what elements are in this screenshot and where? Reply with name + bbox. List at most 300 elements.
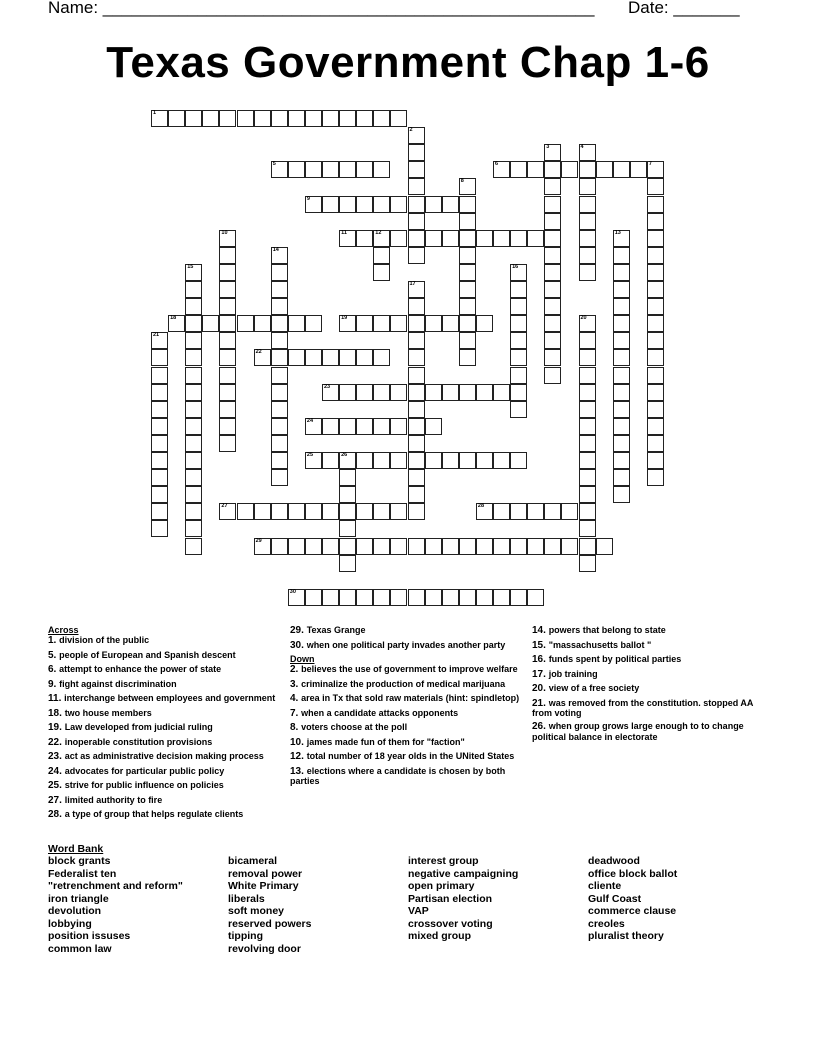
crossword-cell[interactable] (510, 264, 527, 281)
crossword-cell[interactable] (185, 367, 202, 384)
crossword-cell[interactable] (288, 349, 305, 366)
crossword-cell[interactable] (339, 555, 356, 572)
crossword-cell[interactable] (288, 503, 305, 520)
crossword-cell[interactable] (305, 503, 322, 520)
crossword-cell[interactable] (185, 332, 202, 349)
crossword-cell[interactable] (219, 349, 236, 366)
crossword-cell[interactable] (613, 247, 630, 264)
crossword-cell[interactable] (373, 503, 390, 520)
crossword-cell[interactable] (390, 589, 407, 606)
crossword-cell[interactable] (408, 367, 425, 384)
crossword-cell[interactable] (373, 196, 390, 213)
crossword-cell[interactable] (305, 161, 322, 178)
crossword-cell[interactable] (339, 503, 356, 520)
crossword-cell[interactable] (373, 452, 390, 469)
crossword-cell[interactable] (408, 486, 425, 503)
crossword-cell[interactable] (647, 178, 664, 195)
crossword-cell[interactable] (356, 349, 373, 366)
crossword-cell[interactable] (579, 520, 596, 537)
crossword-cell[interactable] (493, 589, 510, 606)
crossword-cell[interactable] (151, 332, 168, 349)
crossword-cell[interactable] (579, 367, 596, 384)
crossword-cell[interactable] (544, 144, 561, 161)
crossword-cell[interactable] (373, 589, 390, 606)
crossword-cell[interactable] (305, 196, 322, 213)
crossword-cell[interactable] (613, 281, 630, 298)
crossword-cell[interactable] (408, 401, 425, 418)
crossword-cell[interactable] (647, 161, 664, 178)
crossword-cell[interactable] (510, 332, 527, 349)
crossword-cell[interactable] (442, 452, 459, 469)
crossword-cell[interactable] (151, 367, 168, 384)
crossword-cell[interactable] (544, 281, 561, 298)
crossword-cell[interactable] (476, 452, 493, 469)
crossword-cell[interactable] (271, 538, 288, 555)
crossword-cell[interactable] (579, 418, 596, 435)
crossword-cell[interactable] (254, 538, 271, 555)
crossword-cell[interactable] (647, 332, 664, 349)
crossword-cell[interactable] (373, 264, 390, 281)
crossword-cell[interactable] (356, 589, 373, 606)
crossword-cell[interactable] (442, 196, 459, 213)
crossword-cell[interactable] (527, 503, 544, 520)
crossword-cell[interactable] (219, 503, 236, 520)
crossword-cell[interactable] (271, 161, 288, 178)
crossword-cell[interactable] (339, 589, 356, 606)
crossword-cell[interactable] (271, 349, 288, 366)
crossword-cell[interactable] (408, 452, 425, 469)
crossword-cell[interactable] (237, 315, 254, 332)
crossword-cell[interactable] (288, 315, 305, 332)
crossword-cell[interactable] (579, 230, 596, 247)
crossword-cell[interactable] (647, 247, 664, 264)
crossword-cell[interactable] (373, 418, 390, 435)
crossword-cell[interactable] (442, 384, 459, 401)
crossword-cell[interactable] (288, 589, 305, 606)
crossword-cell[interactable] (185, 110, 202, 127)
crossword-cell[interactable] (579, 435, 596, 452)
crossword-cell[interactable] (408, 281, 425, 298)
crossword-cell[interactable] (561, 503, 578, 520)
crossword-cell[interactable] (322, 384, 339, 401)
crossword-cell[interactable] (544, 247, 561, 264)
crossword-cell[interactable] (390, 110, 407, 127)
crossword-cell[interactable] (579, 315, 596, 332)
crossword-cell[interactable] (476, 538, 493, 555)
crossword-cell[interactable] (408, 589, 425, 606)
crossword-cell[interactable] (219, 110, 236, 127)
crossword-cell[interactable] (185, 401, 202, 418)
crossword-cell[interactable] (493, 161, 510, 178)
crossword-cell[interactable] (151, 486, 168, 503)
crossword-cell[interactable] (579, 196, 596, 213)
crossword-cell[interactable] (459, 589, 476, 606)
crossword-cell[interactable] (442, 230, 459, 247)
crossword-cell[interactable] (459, 178, 476, 195)
crossword-cell[interactable] (151, 384, 168, 401)
crossword-cell[interactable] (185, 503, 202, 520)
crossword-cell[interactable] (459, 452, 476, 469)
crossword-cell[interactable] (271, 435, 288, 452)
crossword-cell[interactable] (408, 161, 425, 178)
crossword-cell[interactable] (442, 538, 459, 555)
crossword-cell[interactable] (185, 298, 202, 315)
crossword-cell[interactable] (408, 418, 425, 435)
crossword-cell[interactable] (425, 384, 442, 401)
crossword-cell[interactable] (322, 452, 339, 469)
crossword-cell[interactable] (459, 384, 476, 401)
crossword-cell[interactable] (596, 161, 613, 178)
crossword-cell[interactable] (425, 196, 442, 213)
crossword-cell[interactable] (390, 538, 407, 555)
crossword-cell[interactable] (356, 110, 373, 127)
crossword-cell[interactable] (271, 315, 288, 332)
crossword-cell[interactable] (219, 418, 236, 435)
crossword-cell[interactable] (630, 161, 647, 178)
crossword-cell[interactable] (219, 315, 236, 332)
crossword-cell[interactable] (373, 349, 390, 366)
crossword-cell[interactable] (613, 452, 630, 469)
crossword-cell[interactable] (510, 367, 527, 384)
crossword-cell[interactable] (305, 315, 322, 332)
crossword-cell[interactable] (647, 349, 664, 366)
crossword-cell[interactable] (459, 213, 476, 230)
crossword-cell[interactable] (219, 247, 236, 264)
crossword-cell[interactable] (305, 589, 322, 606)
crossword-cell[interactable] (339, 315, 356, 332)
crossword-cell[interactable] (459, 315, 476, 332)
crossword-cell[interactable] (339, 452, 356, 469)
crossword-cell[interactable] (579, 538, 596, 555)
crossword-cell[interactable] (408, 213, 425, 230)
crossword-cell[interactable] (561, 538, 578, 555)
crossword-cell[interactable] (476, 384, 493, 401)
crossword-cell[interactable] (408, 349, 425, 366)
crossword-cell[interactable] (647, 264, 664, 281)
crossword-cell[interactable] (408, 196, 425, 213)
crossword-cell[interactable] (493, 230, 510, 247)
crossword-cell[interactable] (613, 418, 630, 435)
crossword-cell[interactable] (390, 196, 407, 213)
crossword-cell[interactable] (356, 230, 373, 247)
crossword-cell[interactable] (647, 196, 664, 213)
crossword-cell[interactable] (647, 230, 664, 247)
crossword-cell[interactable] (288, 161, 305, 178)
crossword-cell[interactable] (493, 538, 510, 555)
crossword-cell[interactable] (271, 469, 288, 486)
crossword-cell[interactable] (613, 401, 630, 418)
crossword-cell[interactable] (442, 315, 459, 332)
crossword-cell[interactable] (271, 264, 288, 281)
crossword-cell[interactable] (237, 110, 254, 127)
crossword-cell[interactable] (544, 538, 561, 555)
crossword-cell[interactable] (510, 452, 527, 469)
crossword-cell[interactable] (219, 298, 236, 315)
crossword-cell[interactable] (339, 469, 356, 486)
crossword-cell[interactable] (151, 349, 168, 366)
crossword-cell[interactable] (647, 435, 664, 452)
crossword-cell[interactable] (476, 503, 493, 520)
crossword-cell[interactable] (356, 418, 373, 435)
crossword-cell[interactable] (305, 110, 322, 127)
crossword-cell[interactable] (459, 247, 476, 264)
crossword-cell[interactable] (613, 230, 630, 247)
crossword-cell[interactable] (151, 452, 168, 469)
crossword-cell[interactable] (288, 110, 305, 127)
crossword-cell[interactable] (613, 486, 630, 503)
crossword-cell[interactable] (185, 264, 202, 281)
crossword-cell[interactable] (544, 349, 561, 366)
crossword-cell[interactable] (613, 332, 630, 349)
crossword-cell[interactable] (579, 332, 596, 349)
crossword-cell[interactable] (544, 264, 561, 281)
crossword-cell[interactable] (185, 349, 202, 366)
crossword-cell[interactable] (322, 161, 339, 178)
crossword-cell[interactable] (185, 452, 202, 469)
crossword-cell[interactable] (271, 281, 288, 298)
crossword-cell[interactable] (544, 196, 561, 213)
crossword-cell[interactable] (356, 538, 373, 555)
crossword-cell[interactable] (271, 503, 288, 520)
crossword-cell[interactable] (408, 332, 425, 349)
crossword-cell[interactable] (339, 538, 356, 555)
crossword-cell[interactable] (647, 401, 664, 418)
crossword-cell[interactable] (219, 230, 236, 247)
crossword-cell[interactable] (459, 538, 476, 555)
crossword-cell[interactable] (476, 589, 493, 606)
crossword-cell[interactable] (579, 401, 596, 418)
crossword-cell[interactable] (339, 110, 356, 127)
crossword-cell[interactable] (373, 230, 390, 247)
crossword-cell[interactable] (510, 538, 527, 555)
crossword-cell[interactable] (271, 367, 288, 384)
crossword-cell[interactable] (185, 315, 202, 332)
crossword-cell[interactable] (647, 298, 664, 315)
crossword-cell[interactable] (493, 384, 510, 401)
name-field[interactable]: Name: ____________________________________________________ (48, 0, 595, 17)
crossword-cell[interactable] (544, 298, 561, 315)
crossword-cell[interactable] (579, 247, 596, 264)
crossword-cell[interactable] (425, 230, 442, 247)
crossword-cell[interactable] (544, 213, 561, 230)
crossword-cell[interactable] (390, 503, 407, 520)
crossword-cell[interactable] (202, 315, 219, 332)
crossword-cell[interactable] (510, 401, 527, 418)
crossword-cell[interactable] (151, 418, 168, 435)
crossword-cell[interactable] (408, 469, 425, 486)
crossword-cell[interactable] (579, 486, 596, 503)
crossword-cell[interactable] (219, 435, 236, 452)
crossword-cell[interactable] (647, 315, 664, 332)
crossword-cell[interactable] (510, 349, 527, 366)
crossword-cell[interactable] (510, 230, 527, 247)
crossword-cell[interactable] (151, 503, 168, 520)
crossword-cell[interactable] (527, 538, 544, 555)
crossword-cell[interactable] (408, 538, 425, 555)
crossword-cell[interactable] (527, 230, 544, 247)
crossword-cell[interactable] (390, 384, 407, 401)
crossword-cell[interactable] (459, 230, 476, 247)
crossword-cell[interactable] (271, 452, 288, 469)
crossword-cell[interactable] (254, 503, 271, 520)
crossword-cell[interactable] (373, 247, 390, 264)
crossword-cell[interactable] (151, 520, 168, 537)
crossword-cell[interactable] (613, 435, 630, 452)
crossword-cell[interactable] (493, 452, 510, 469)
crossword-cell[interactable] (185, 384, 202, 401)
crossword-cell[interactable] (339, 418, 356, 435)
crossword-cell[interactable] (544, 367, 561, 384)
crossword-cell[interactable] (544, 315, 561, 332)
crossword-cell[interactable] (339, 349, 356, 366)
crossword-cell[interactable] (408, 503, 425, 520)
crossword-cell[interactable] (408, 315, 425, 332)
crossword-cell[interactable] (476, 315, 493, 332)
crossword-cell[interactable] (408, 247, 425, 264)
crossword-cell[interactable] (613, 469, 630, 486)
crossword-cell[interactable] (185, 469, 202, 486)
crossword-cell[interactable] (647, 281, 664, 298)
crossword-cell[interactable] (373, 538, 390, 555)
crossword-cell[interactable] (647, 384, 664, 401)
crossword-cell[interactable] (425, 589, 442, 606)
crossword-cell[interactable] (202, 110, 219, 127)
crossword-cell[interactable] (579, 264, 596, 281)
crossword-cell[interactable] (579, 161, 596, 178)
crossword-cell[interactable] (647, 367, 664, 384)
crossword-cell[interactable] (322, 503, 339, 520)
crossword-cell[interactable] (579, 213, 596, 230)
crossword-cell[interactable] (425, 538, 442, 555)
crossword-cell[interactable] (254, 315, 271, 332)
crossword-cell[interactable] (339, 486, 356, 503)
crossword-cell[interactable] (459, 264, 476, 281)
crossword-cell[interactable] (527, 589, 544, 606)
crossword-cell[interactable] (219, 332, 236, 349)
crossword-cell[interactable] (185, 418, 202, 435)
crossword-cell[interactable] (219, 281, 236, 298)
crossword-cell[interactable] (356, 452, 373, 469)
crossword-cell[interactable] (151, 110, 168, 127)
crossword-cell[interactable] (579, 503, 596, 520)
crossword-cell[interactable] (373, 161, 390, 178)
crossword-cell[interactable] (356, 384, 373, 401)
crossword-cell[interactable] (544, 161, 561, 178)
crossword-cell[interactable] (613, 161, 630, 178)
crossword-cell[interactable] (510, 384, 527, 401)
crossword-cell[interactable] (237, 503, 254, 520)
crossword-cell[interactable] (185, 486, 202, 503)
crossword-cell[interactable] (356, 196, 373, 213)
crossword-cell[interactable] (271, 401, 288, 418)
crossword-cell[interactable] (168, 315, 185, 332)
crossword-cell[interactable] (613, 315, 630, 332)
crossword-cell[interactable] (561, 161, 578, 178)
crossword-cell[interactable] (390, 452, 407, 469)
crossword-cell[interactable] (151, 469, 168, 486)
crossword-cell[interactable] (493, 503, 510, 520)
crossword-cell[interactable] (510, 298, 527, 315)
crossword-cell[interactable] (373, 110, 390, 127)
crossword-cell[interactable] (510, 503, 527, 520)
crossword-cell[interactable] (544, 503, 561, 520)
crossword-cell[interactable] (271, 298, 288, 315)
crossword-cell[interactable] (254, 110, 271, 127)
crossword-cell[interactable] (408, 127, 425, 144)
crossword-cell[interactable] (219, 384, 236, 401)
crossword-cell[interactable] (322, 418, 339, 435)
crossword-cell[interactable] (579, 469, 596, 486)
crossword-cell[interactable] (322, 196, 339, 213)
crossword-cell[interactable] (579, 178, 596, 195)
crossword-cell[interactable] (579, 452, 596, 469)
crossword-cell[interactable] (390, 315, 407, 332)
crossword-cell[interactable] (373, 315, 390, 332)
crossword-cell[interactable] (544, 230, 561, 247)
crossword-cell[interactable] (425, 418, 442, 435)
crossword-cell[interactable] (579, 384, 596, 401)
crossword-cell[interactable] (219, 401, 236, 418)
crossword-cell[interactable] (510, 315, 527, 332)
crossword-cell[interactable] (613, 349, 630, 366)
crossword-cell[interactable] (510, 281, 527, 298)
crossword-cell[interactable] (305, 418, 322, 435)
crossword-cell[interactable] (288, 538, 305, 555)
crossword-cell[interactable] (527, 161, 544, 178)
crossword-cell[interactable] (390, 418, 407, 435)
crossword-cell[interactable] (185, 520, 202, 537)
crossword-cell[interactable] (408, 298, 425, 315)
crossword-cell[interactable] (322, 110, 339, 127)
crossword-cell[interactable] (408, 384, 425, 401)
crossword-cell[interactable] (356, 161, 373, 178)
crossword-cell[interactable] (510, 161, 527, 178)
crossword-cell[interactable] (185, 538, 202, 555)
crossword-cell[interactable] (613, 264, 630, 281)
crossword-cell[interactable] (408, 435, 425, 452)
crossword-cell[interactable] (647, 452, 664, 469)
crossword-cell[interactable] (596, 538, 613, 555)
crossword-cell[interactable] (322, 349, 339, 366)
crossword-cell[interactable] (339, 196, 356, 213)
crossword-cell[interactable] (390, 230, 407, 247)
crossword-cell[interactable] (339, 230, 356, 247)
crossword-cell[interactable] (579, 144, 596, 161)
crossword-cell[interactable] (425, 452, 442, 469)
crossword-cell[interactable] (219, 264, 236, 281)
crossword-cell[interactable] (305, 349, 322, 366)
crossword-cell[interactable] (647, 213, 664, 230)
crossword-cell[interactable] (254, 349, 271, 366)
crossword-cell[interactable] (459, 196, 476, 213)
crossword-cell[interactable] (442, 589, 459, 606)
crossword-cell[interactable] (151, 435, 168, 452)
crossword-cell[interactable] (613, 367, 630, 384)
crossword-cell[interactable] (151, 401, 168, 418)
crossword-cell[interactable] (544, 332, 561, 349)
crossword-cell[interactable] (613, 298, 630, 315)
crossword-cell[interactable] (271, 384, 288, 401)
crossword-cell[interactable] (185, 435, 202, 452)
date-field[interactable]: Date: _______ (628, 0, 740, 17)
crossword-cell[interactable] (408, 144, 425, 161)
crossword-cell[interactable] (219, 367, 236, 384)
crossword-cell[interactable] (356, 503, 373, 520)
crossword-cell[interactable] (322, 589, 339, 606)
crossword-cell[interactable] (613, 384, 630, 401)
crossword-cell[interactable] (322, 538, 339, 555)
crossword-cell[interactable] (425, 315, 442, 332)
